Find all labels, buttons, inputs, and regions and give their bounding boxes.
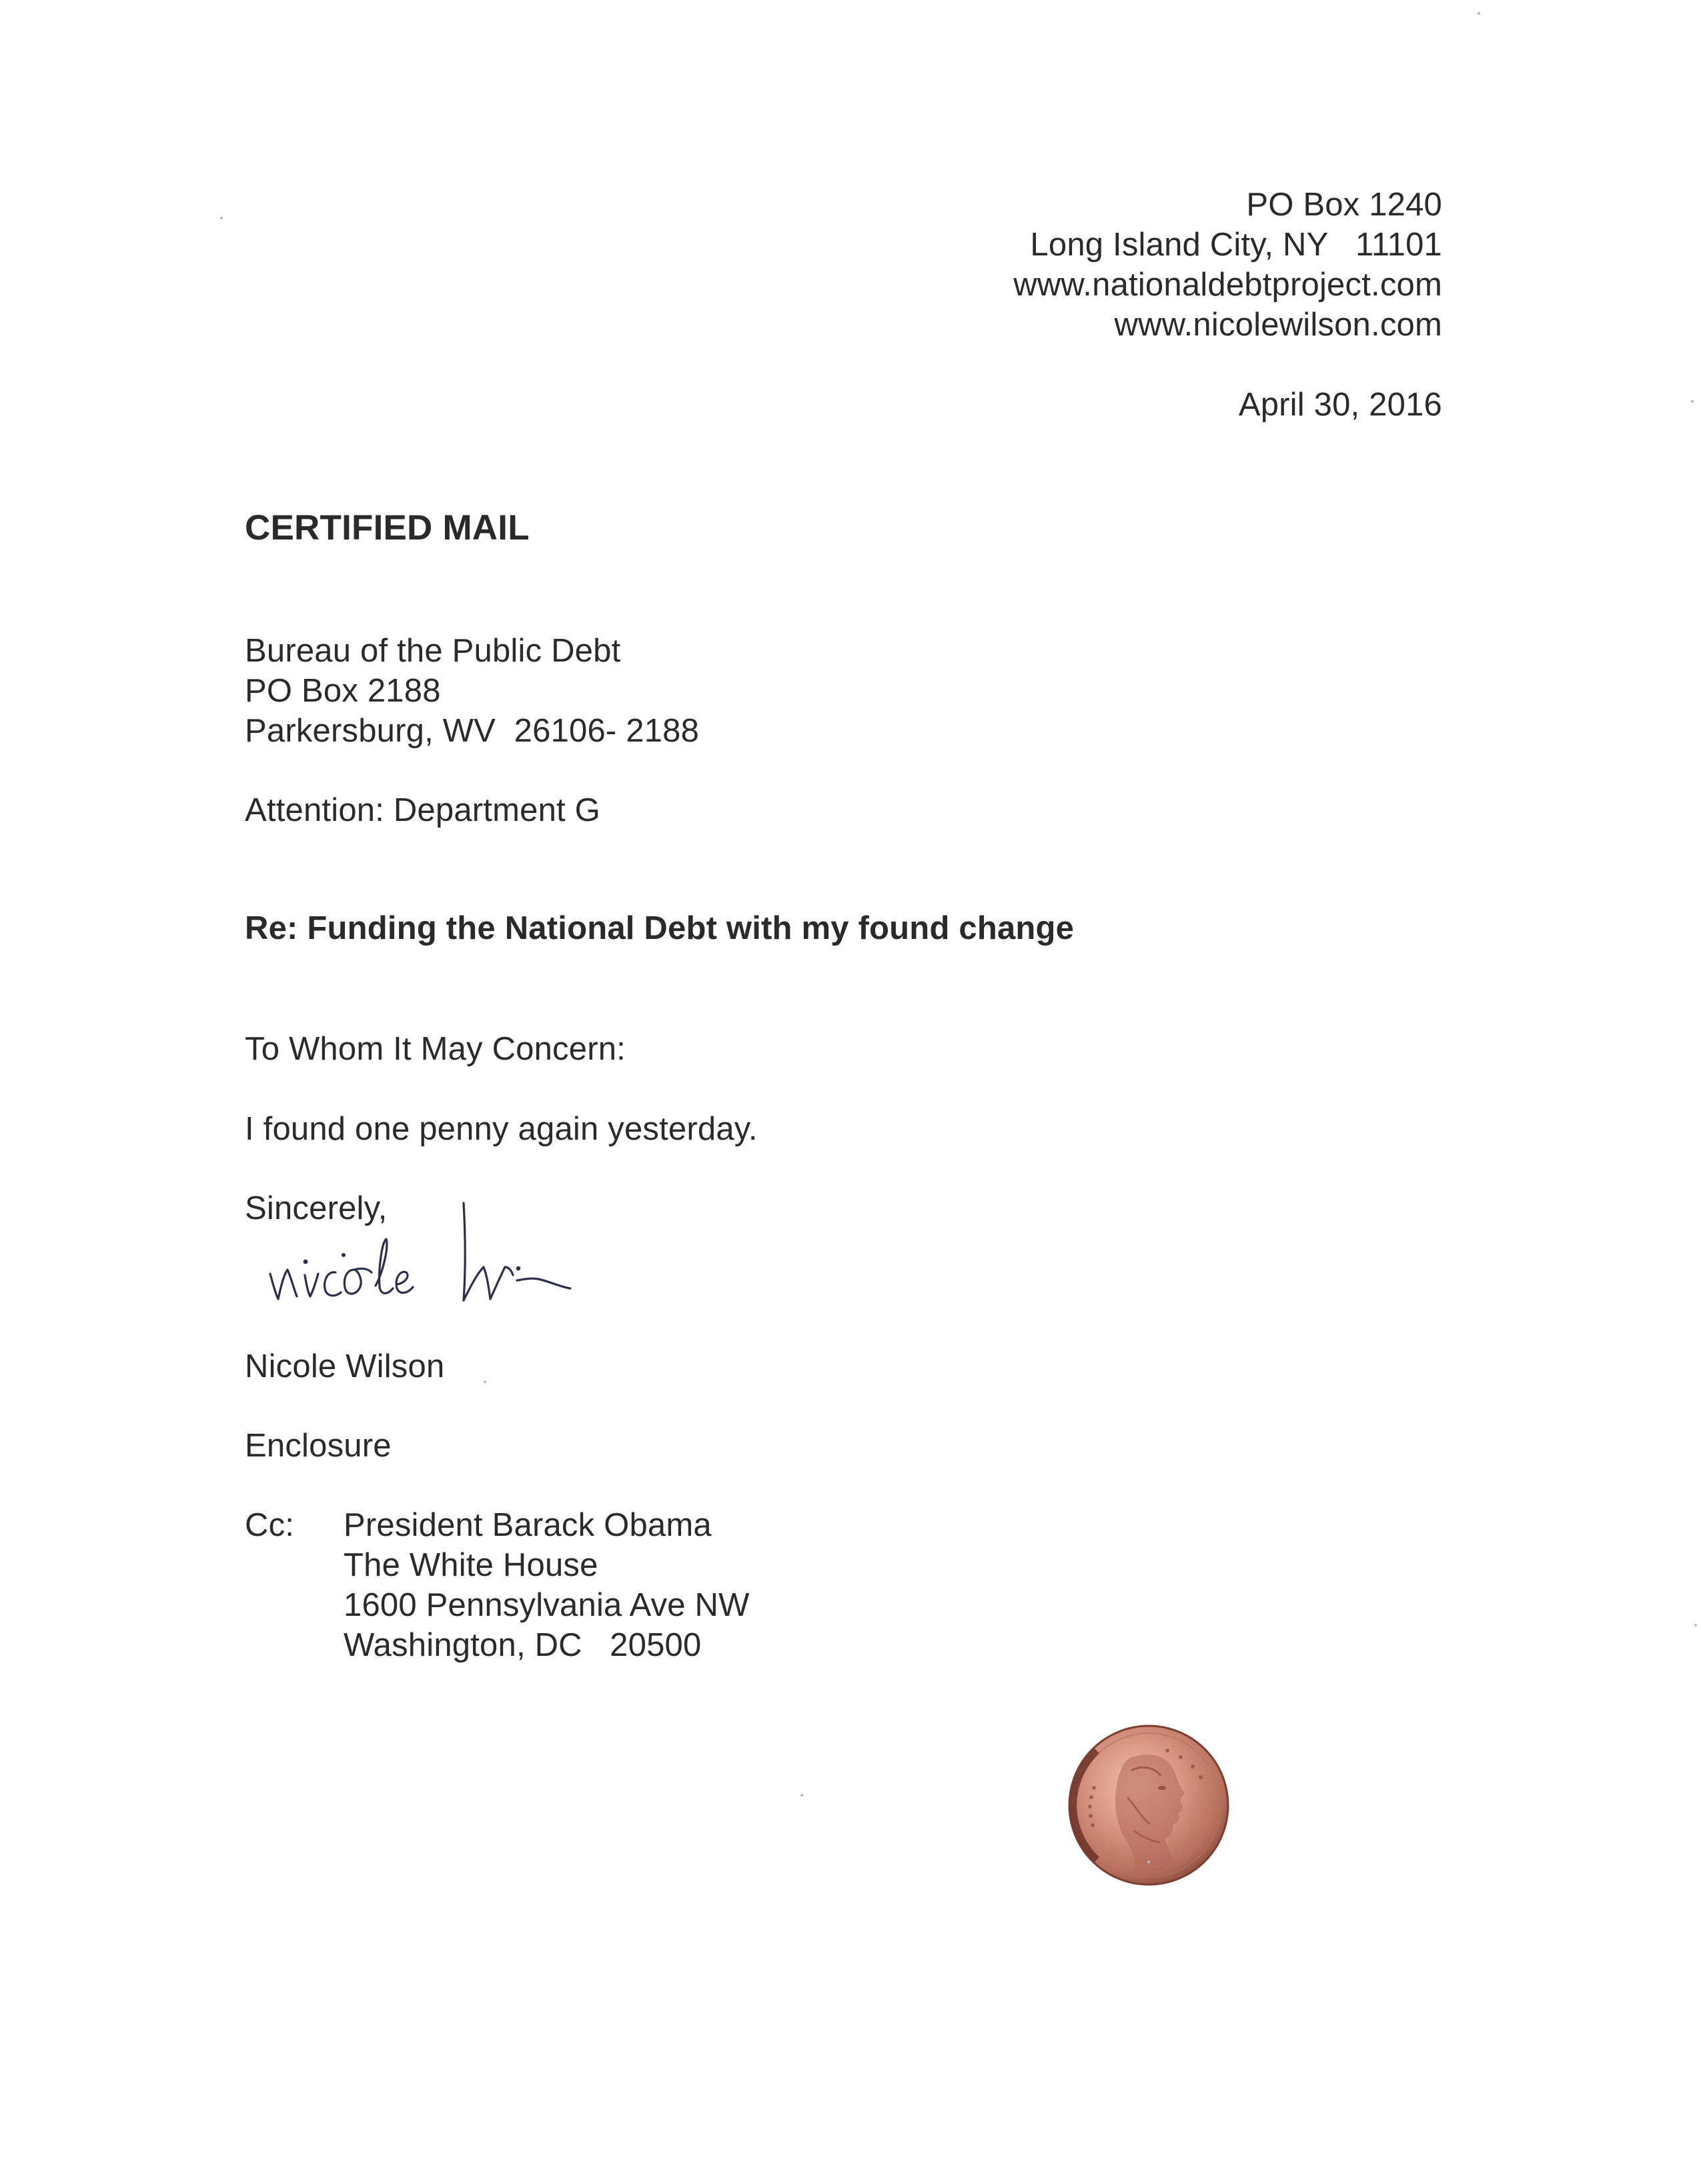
scan-speck [220, 217, 223, 219]
letter-date: April 30, 2016 [1238, 387, 1442, 423]
recipient-address-line2: Parkersburg, WV 26106- 2188 [245, 713, 700, 749]
enclosure-label: Enclosure [245, 1428, 392, 1464]
subject-line: Re: Funding the National Debt with my found change [245, 910, 1075, 946]
scan-speck [800, 1794, 803, 1797]
recipient-address-line1: PO Box 2188 [245, 673, 441, 709]
scan-speck [484, 1380, 486, 1383]
closing: Sincerely, [245, 1190, 388, 1226]
sender-personal-website-link: www.nicolewilson.com [1114, 307, 1442, 343]
handwritten-signature-icon [263, 1200, 650, 1327]
cc-line-3: 1600 Pennsylvania Ave NW [344, 1587, 750, 1623]
cc-line-4: Washington, DC 20500 [344, 1627, 702, 1663]
salutation: To Whom It May Concern: [245, 1031, 626, 1067]
cc-line-2: The White House [344, 1547, 598, 1583]
sender-website-link: www.nationaldebtproject.com [1013, 267, 1442, 303]
recipient-name: Bureau of the Public Debt [245, 633, 621, 669]
scan-speck [1691, 400, 1694, 403]
scan-speck [1147, 1861, 1150, 1863]
cc-label: Cc: [245, 1507, 295, 1543]
delivery-method-heading: CERTIFIED MAIL [245, 508, 530, 548]
signer-name: Nicole Wilson [245, 1348, 445, 1384]
scan-speck [1694, 1624, 1697, 1626]
body-paragraph: I found one penny again yesterday. [245, 1111, 758, 1147]
scan-speck [1478, 12, 1480, 15]
sender-address-line2: Long Island City, NY 11101 [1030, 227, 1442, 263]
cc-line-1: President Barack Obama [344, 1507, 712, 1543]
sender-address-line1: PO Box 1240 [1246, 187, 1442, 223]
attention-line: Attention: Department G [245, 792, 600, 828]
